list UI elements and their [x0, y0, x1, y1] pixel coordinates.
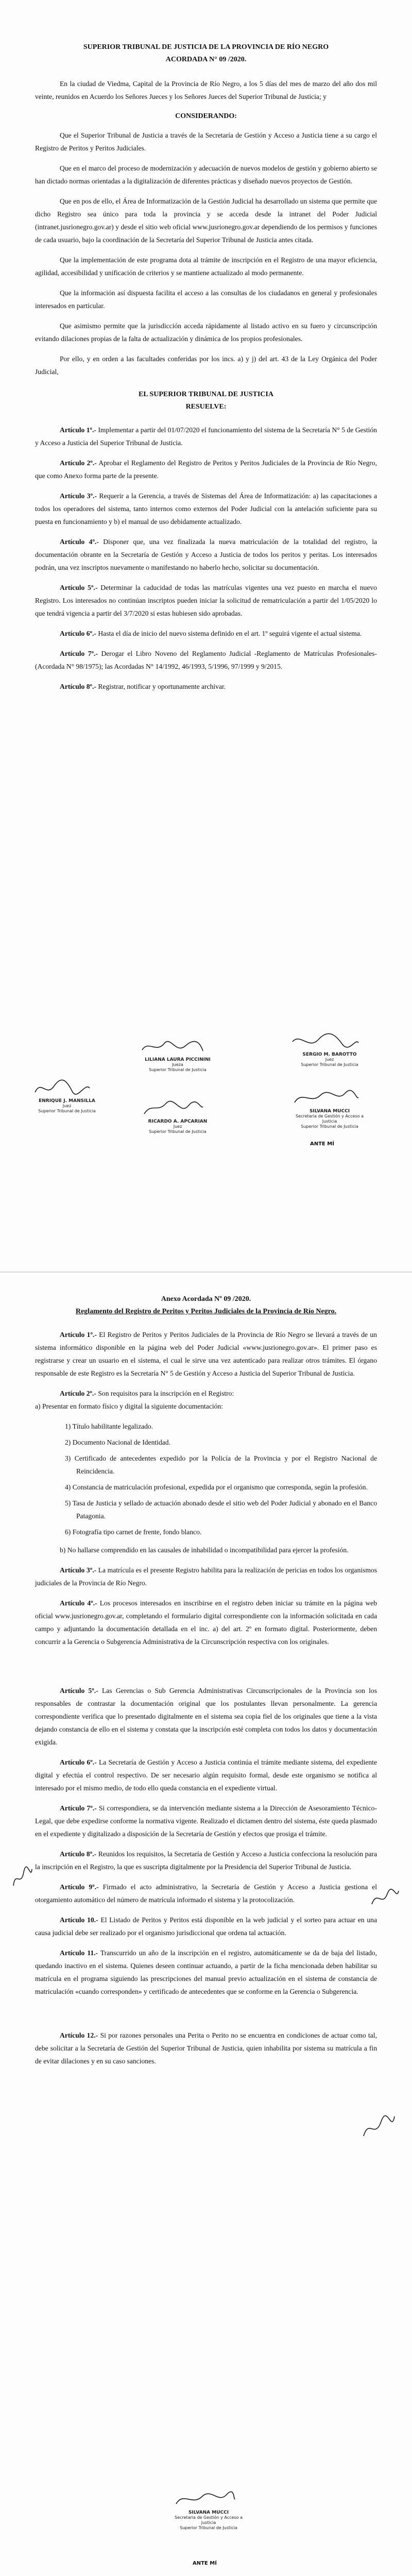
signature-block — [139, 1036, 216, 1073]
article-text: Disponer que, una vez finalizada la nueva matriculación de la totalidad del registro, la documentación obrante en la Secretaría de Gestión y Acceso a Justicia de todos los peritos y peritas. Los interesados podrán, una vez inscriptos nuevamente o manifestando no haberlo hecho, solicitar su documentación. — [35, 538, 377, 571]
resolve-heading: EL SUPERIOR TRIBUNAL DE JUSTICIA — [139, 391, 273, 398]
article — [35, 1848, 377, 1873]
article-label: Artículo 4º.- — [60, 538, 99, 546]
article-text: Son requisitos para la inscripción en el Registro: a) Presentar en formato físico y digital la siguiente documentación: — [35, 1389, 234, 1410]
article — [35, 456, 377, 482]
article-label: Artículo 5º.- — [60, 1687, 98, 1694]
list-item: 1) Título habilitante legalizado. — [65, 1422, 153, 1430]
list-item: 6) Fotografía tipo carnet de frente, fondo blanco. — [65, 1528, 202, 1536]
article-text: La Secretaría de Gestión y Acceso a Justicia continúa el trámite mediante sistema, del expediente digital y efectúa el control respectivo. De ser necesario algún requisito formal, desde este organismo se notifica al interesado por el mismo medio, de todo ello queda constancia en el expediente virtual. — [35, 1758, 377, 1792]
article — [35, 1387, 377, 1413]
considerando-heading: CONSIDERANDO: — [175, 112, 237, 120]
article — [35, 647, 377, 673]
signature-block — [31, 1077, 103, 1114]
signature-org: Superior Tribunal de Justicia — [301, 1124, 358, 1129]
considerando-paragraph: Que la implementación de este programa dota al trámite de inscripción en el Registro de una mayor eficiencia, agilidad, accesibilidad y unificación de criterios y se mantiene actualizado al modo permanente. — [35, 256, 377, 277]
margin-initials — [10, 1865, 34, 1891]
article-text: Los procesos interesados en inscribirse en el registro deben iniciar su trámite en la página web oficial www.jusrionegro.gov.ar, completando el formulario digital correspondiente con la información solicitada en cada campo y adjuntando la documentación detallada en el inc. a) del art. 2º en formato digital. Posteriormente, deben concurrir a la Gerencia o Subgerencia Administrativa de la Circunscripción respectiva con los originales. — [35, 1599, 377, 1646]
signature-role: Juez — [325, 1057, 334, 1062]
article-label: Artículo 8º.- — [60, 1850, 97, 1858]
article-label: Artículo 3º.- — [60, 1566, 97, 1574]
article-label: Artículo 8º.- — [60, 683, 96, 690]
article-label: Artículo 6º.- — [60, 630, 96, 637]
article — [35, 1328, 377, 1380]
article-label: Artículo 3º.- — [60, 492, 97, 500]
signature-role: Secretaria de Gestión y Acceso a Justicia — [175, 2515, 243, 2525]
article-text: Si correspondiera, se da intervención mediante sistema a la Dirección de Asesoramiento Técnico- Legal, que debe expedirse conforme la normativa vigente. Realizado el dictamen dentro del sistema, éste queda plasmado en el expediente y digitalizado a disposición de la Secretaría de Gestión y efectos que prosiga el trámite. — [35, 1804, 377, 1838]
margin-initials — [360, 2112, 397, 2143]
list-item: 3) Certificado de antecedentes expedido por la Policía de la Provincia y por el Registro Nacional de Reincidencia. — [65, 1454, 377, 1475]
requisitos-list — [35, 1420, 377, 1538]
signature-org: Superior Tribunal de Justicia — [149, 1129, 207, 1134]
signature-name: SILVANA MUCCI — [309, 1109, 350, 1114]
signature-org: Superior Tribunal de Justicia — [149, 1067, 207, 1072]
handwritten-signature — [288, 1030, 360, 1052]
handwritten-signature — [139, 1036, 206, 1057]
signature-block — [139, 1097, 216, 1134]
article-text: Si por razones personales una Perita o Perito no se encuentra en condiciones de actuar como tal, debe solicitar a la Secretaría de Gestión del Superior Tribunal de Justicia, quien inhabilita por sistema su matrícula a fin de evitar dilaciones y en su caso sanciones. — [35, 2031, 377, 2065]
acordada-title: SUPERIOR TRIBUNAL DE JUSTICIA DE LA PROVINCIA DE RÍO NEGRO — [83, 43, 329, 51]
article-text: Las Gerencias o Sub Gerencia Administrativas Circunscripcionales de la Provincia son los responsables de contrastar la documentación original que los postulantes llevan personalmente. La gerencia correspondiente verifica que lo presentado digitalmente en el sistema sea copia fiel de los originales que tiene a la vista dejando constancia de ello en el sistema y constata que la inscripción esté completa con todos los datos y documentación exigida. — [35, 1687, 377, 1746]
article-label: Artículo 4º.- — [60, 1599, 97, 1607]
signature-block — [170, 2488, 247, 2531]
article — [35, 2029, 377, 2067]
article-label: Artículo 7º.- — [60, 650, 98, 657]
article-text: Hasta el día de inicio del nuevo sistema definido en el art. 1º seguirá vigente el actual sistema. — [98, 630, 362, 637]
article — [35, 1913, 377, 1939]
article — [35, 1564, 377, 1589]
considerando-paragraph: Que la información así dispuesta facilita el acceso a las consultas de los ciudadanos en general y profesionales interesados en particular. — [35, 289, 377, 310]
article — [35, 1802, 377, 1840]
signature-block — [288, 1087, 371, 1129]
article — [35, 1756, 377, 1794]
article-text: El Listado de Peritos y Peritos está disponible en la web judicial y el sorteo para actuar en una causa judicial debe ser realizado por el organismo jurisdiccional que ordena tal actuación. — [35, 1916, 377, 1937]
considerando-paragraph: Que asimismo permite que la jurisdicción acceda rápidamente al listado activo en su fuero y circunscripción evitando dilaciones propias de la falta de actualización y dinámica de los propios profesionales. — [35, 322, 377, 343]
article-text: Aprobar el Reglamento del Registro de Peritos y Peritos Judiciales de la Provincia de Río Negro, que como Anexo forma parte de la presente. — [35, 459, 377, 480]
article — [35, 1684, 377, 1749]
page-acordada — [0, 0, 412, 1273]
article — [35, 1597, 377, 1648]
list-item: 5) Tasa de Justicia y sellado de actuación abonado desde el sitio web del Poder Judicial y abonado en el Banco Patagonia. — [65, 1499, 377, 1520]
article — [35, 423, 377, 449]
article-text: Implementar a partir del 01/07/2020 el funcionamiento del sistema de la Secretaría N° 5 de Gestión y Acceso a Justicia del Superior Tribunal de Justicia. — [35, 426, 377, 447]
acordada-body — [35, 41, 377, 700]
signature-block — [288, 1030, 371, 1067]
signature-name: ENRIQUE J. MANSILLA — [39, 1098, 95, 1104]
article-label: Artículo 12.- — [60, 2031, 98, 2039]
anexo-body — [35, 1293, 377, 2075]
article-label: Artículo 7º.- — [60, 1804, 97, 1812]
signature-org: Superior Tribunal de Justicia — [38, 1109, 96, 1113]
article-label: Artículo 5º.- — [60, 584, 98, 591]
considerando-paragraph: Que el Superior Tribunal de Justicia a través de la Secretaría de Gestión y Acceso a Justicia tiene a su cargo el Registro de Peritos y Peritos Judiciales. — [35, 131, 377, 152]
considerando-paragraph: Que en el marco del proceso de modernización y adecuación de nuevos modelos de gestión y gobierno abierto se han dictado normas orientadas a la digitalización de diferentes prácticas y diseñado nuevos proyectos de Gestión. — [35, 164, 377, 185]
article-text: La matrícula es el presente Registro habilita para la realización de pericias en todos los organismos judiciales de la Provincia de Río Negro. — [35, 1566, 377, 1587]
article — [35, 1544, 377, 1556]
handwritten-signature — [288, 1087, 360, 1109]
signature-org: Superior Tribunal de Justicia — [301, 1062, 358, 1067]
article-text: El Registro de Peritos y Peritos Judiciales de la Provincia de Río Negro se llevará a través de un sistema informático disponible en la página web del Poder Judicial «www.jusrionegro.gov.ar». El primer paso es registrarse y crear un usuario en el sistema, el cual le sirve una vez autenticado para realizar otros trámites. El órgano responsable de este Registro es la Secretaría N° 5 de Gestión y Acceso a Justicia del Superior Tribunal de Justicia. — [35, 1331, 377, 1377]
acordada-intro: En la ciudad de Viedma, Capital de la Provincia de Río Negro, a los 5 días del mes de marzo del año dos mil veinte, reunidos en Acuerdo los Señores Jueces y los Señores Jueces del Superior Tribunal de Justicia; y — [35, 80, 377, 100]
margin-initials — [370, 1886, 401, 1911]
anexo-title: Anexo Acordada Nº 09 /2020. — [161, 1295, 251, 1303]
article-text: Transcurrido un año de la inscripción en el registro, automáticamente se da de baja del listado, quedando inactivo en el sistema. Quienes deseen continuar actuando, a partir de la ficha mencionada deben habilitar su matrícula en el programa siguiendo las prescripciones del manual previo actualización en el sistema de constancia de matriculación «cuando corresponden» y certificado de antecedentes que se conforme en la Gerencia o Subgerencia. — [35, 1949, 377, 1995]
signature-name: LILIANA LAURA PICCININI — [145, 1057, 211, 1062]
article — [35, 489, 377, 528]
article — [35, 627, 377, 640]
article — [35, 1946, 377, 1998]
signature-name: SILVANA MUCCI — [188, 2510, 229, 2515]
resolve-subheading: RESUELVE: — [185, 403, 227, 411]
page-anexo — [0, 1273, 412, 2576]
article-label: Artículo 11.- — [60, 1949, 98, 1957]
article-label: Artículo 1º.- — [60, 426, 96, 434]
signature-role: Juez — [173, 1124, 182, 1129]
article — [35, 1880, 377, 1906]
acordada-number: ACORDADA N° 09 /2020. — [165, 56, 247, 63]
handwritten-signature — [170, 2488, 237, 2510]
anexo-subtitle: Reglamento del Registro de Peritos y Peritos Judiciales de la Provincia de Río Negro. — [75, 1308, 337, 1315]
list-item: 4) Constancia de matriculación profesional, expedida por el organismo que corresponda, según la profesión. — [65, 1483, 368, 1491]
handwritten-signature — [139, 1097, 206, 1119]
signature-name: RICARDO A. APCARIAN — [148, 1119, 208, 1124]
article — [35, 680, 377, 693]
list-item: 2) Documento Nacional de Identidad. — [65, 1438, 170, 1446]
article-label: Artículo 2º.- — [60, 459, 97, 467]
article-text: Derogar el Libro Noveno del Reglamento Judicial -Reglamento de Matrículas Profesionales- (Acordada N° 98/1975); las Acordadas N° 14/1992, 46/1993, 5/1996, 97/1999 y 9/2015. — [35, 650, 377, 670]
article-label: Artículo 6º.- — [60, 1758, 97, 1766]
article-text: Determinar la caducidad de todas las matrículas vigentes una vez puesto en marcha el nuevo Registro. Los interesados no continúan inscriptos pueden iniciar la solicitud de rematriculación a partir del 1/05/2020 lo que tendrá vigencia a partir del 3/7/2020 si estas hubiesen sido aprobadas. — [35, 584, 377, 617]
handwritten-signature — [31, 1077, 93, 1098]
article-label: Artículo 10.- — [60, 1916, 98, 1924]
ante-mi-stamp: ANTE MÍ — [193, 2561, 217, 2566]
article-text: b) No hallarse comprendido en las causales de inhabilidad o incompatibilidad para ejercer la profesión. — [60, 1546, 349, 1554]
considerando-paragraph: Que en pos de ello, el Área de Informatización de la Gestión Judicial ha desarrollado un sistema que permite que dicho Registro sea único para toda la provincia y se acceda desde la intranet del Poder Judicial (intranet.jusrionegro.gov.ar) y desde el sitio web oficial www.jusrionegro.gov.ar dependiendo de los permisos y funciones de cada usuario, bajo la coordinación de la Secretaría del Superior Tribunal de Justicia antes citada. — [35, 197, 377, 244]
article-label: Artículo 9º.- — [60, 1883, 99, 1891]
signature-org: Superior Tribunal de Justicia — [180, 2526, 237, 2530]
ante-mi-stamp: ANTE MÍ — [310, 1141, 334, 1147]
signature-role: Secretaria de Gestión y Acceso a Justicia — [296, 1114, 364, 1124]
signature-role: Juez — [62, 1104, 72, 1108]
article — [35, 535, 377, 574]
article-text: Registrar, notificar y oportunamente archivar. — [98, 683, 226, 690]
article-label: Artículo 2º.- — [60, 1389, 96, 1397]
signature-name: SERGIO M. BAROTTO — [302, 1052, 357, 1057]
article-label: Artículo 1º.- — [60, 1331, 97, 1338]
article-text: Requerir a la Gerencia, a través de Sistemas del Área de Informatización: a) las capacitaciones a todos los operadores del sistema, tanto internos como externos del Poder Judicial con la antelación suficiente para su puesta en funcionamiento y b) el manual de uso debidamente actualizado. — [35, 492, 377, 526]
article-text: Reunidos los requisitos, la Secretaría de Gestión y Acceso a Justicia confecciona la resolución para la inscripción en el Registro, la que es suscripta digitalmente por la Presidencia del Superior Tribunal de Justicia. — [35, 1850, 377, 1871]
considerando-paragraph: Por ello, y en orden a las facultades conferidas por los incs. a) y j) del art. 43 de la Ley Orgánica del Poder Judicial, — [35, 355, 377, 376]
signature-role: Jueza — [172, 1062, 183, 1067]
article-text: Firmado el acto administrativo, la Secretaría de Gestión y Acceso a Justicia gestiona el otorgamiento automático del número de matrícula informado el sistema y la protocolización. — [35, 1883, 377, 1904]
article — [35, 581, 377, 620]
